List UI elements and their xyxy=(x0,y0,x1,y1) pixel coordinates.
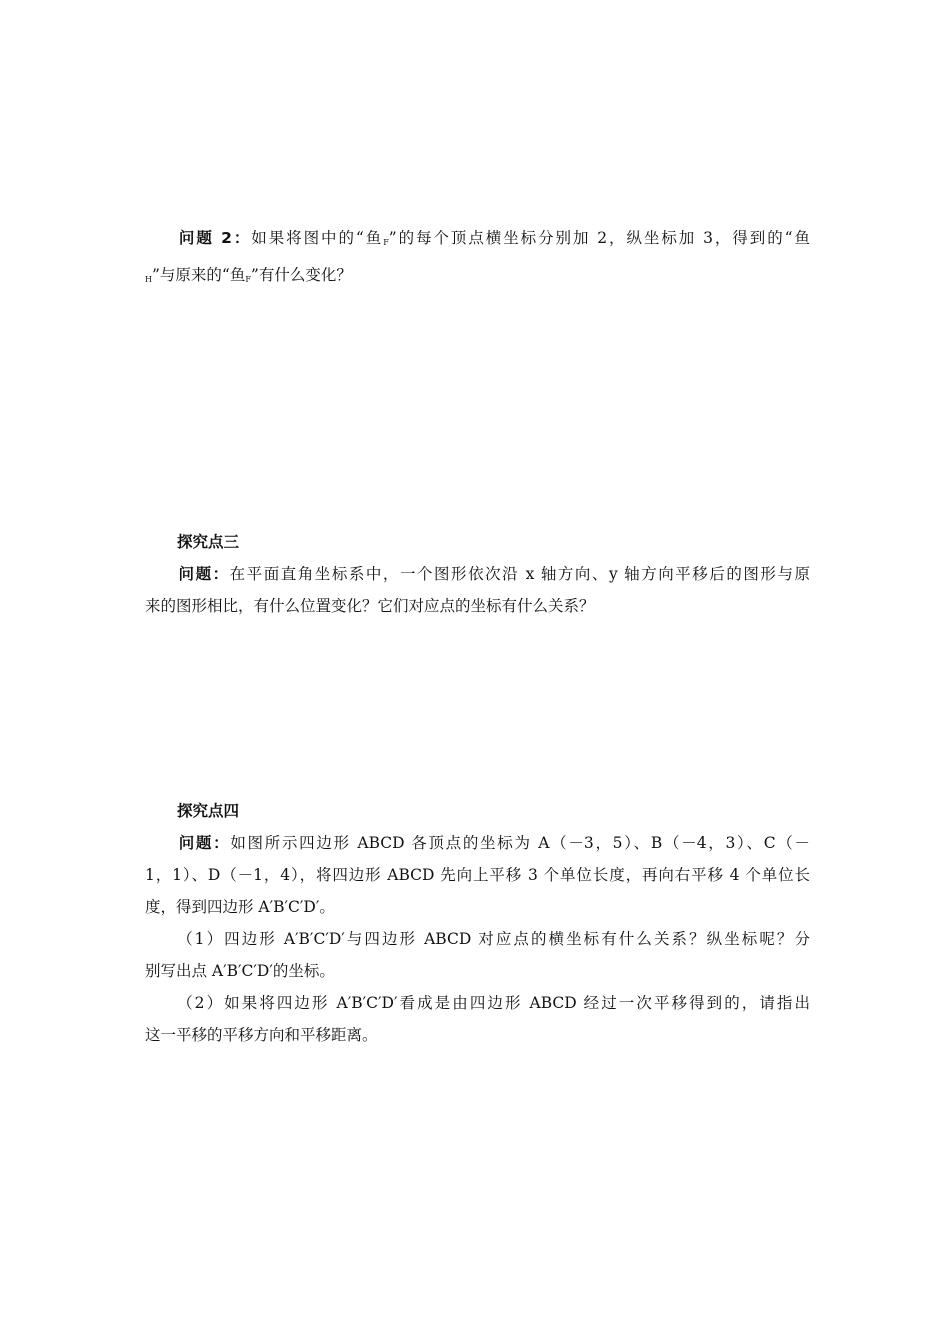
section-3-line-1: 问题：在平面直角坐标系中，一个图形依次沿 x 轴方向、y 轴方向平移后的图形与原 xyxy=(177,565,810,583)
question-2 xyxy=(145,222,810,296)
section-4 xyxy=(145,795,810,1051)
section-3 xyxy=(145,526,810,622)
section-3-line-2: 来的图形相比，有什么位置变化？它们对应点的坐标有什么关系？ xyxy=(145,597,595,615)
question-2-label: 问题 2： xyxy=(177,229,252,247)
section-4-line-3: 度，得到四边形 A′B′C′D′。 xyxy=(145,898,335,916)
section-4-line-1: 问题：如图所示四边形 ABCD 各顶点的坐标为 A（－3，5）、B（－4，3）、C（－ xyxy=(177,834,810,852)
section-4-line-2: 1，1）、D（－1，4），将四边形 ABCD 先向上平移 3 个单位长度，再向右平移 4 个单位长 xyxy=(145,866,810,884)
sub-question-1-line-1: （1）四边形 A′B′C′D′与四边形 ABCD 对应点的横坐标有什么关系？纵坐标呢？分 xyxy=(175,930,810,948)
sub-question-2-line-2: 这一平移的平移方向和平移距离。 xyxy=(145,1026,378,1044)
section-3-heading: 探究点三 xyxy=(177,533,240,551)
sub-question-2-line-1: （2）如果将四边形 A′B′C′D′看成是由四边形 ABCD 经过一次平移得到的，请指出 xyxy=(175,994,810,1012)
section-4-heading: 探究点四 xyxy=(177,802,240,820)
question-2-line-1: 问题 2：如果将图中的“鱼$_F$”的每个顶点横坐标分别加 2，纵坐标加 3，得到的“鱼 xyxy=(177,229,810,247)
question-2-line-2: $_H$”与原来的“鱼$_F$”有什么变化？ xyxy=(145,266,352,284)
section-4-label: 问题： xyxy=(177,834,231,852)
sub-question-1-line-2: 别写出点 A′B′C′D′的坐标。 xyxy=(145,962,335,980)
section-3-label: 问题： xyxy=(177,565,230,583)
